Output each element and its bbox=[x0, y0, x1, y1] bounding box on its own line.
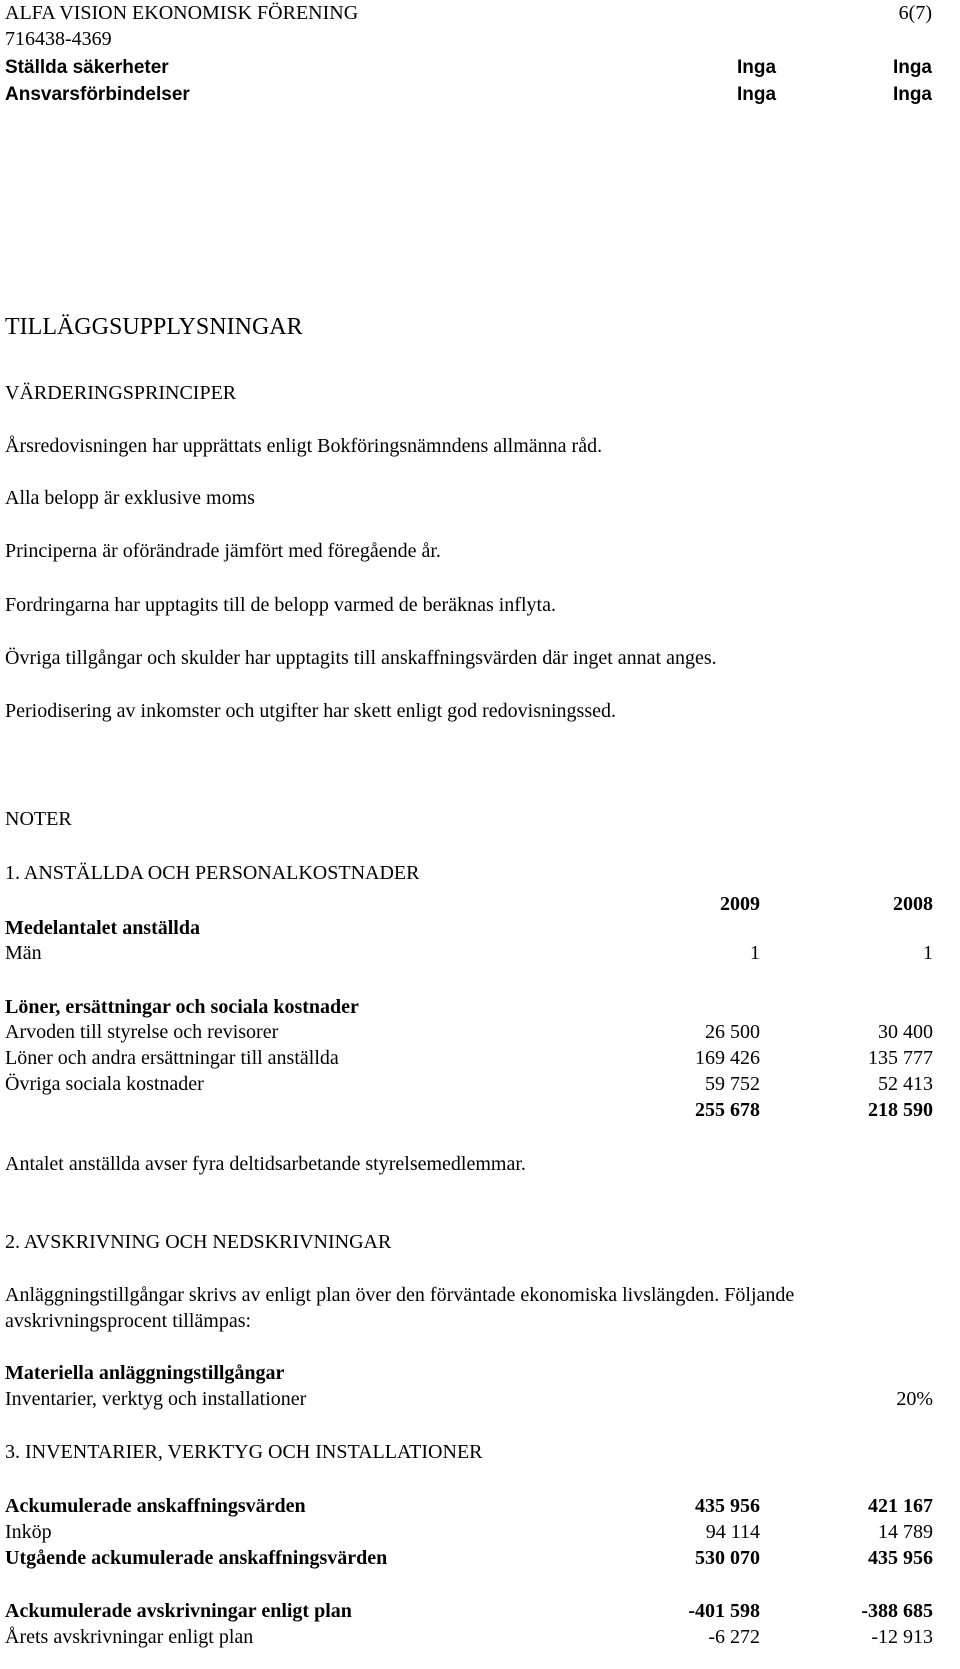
employees-remark: Antalet anställda avser fyra deltidsarbetande styrelsemedlemmar. bbox=[5, 1153, 526, 1175]
principle-line: Principerna är oförändrade jämfört med föregående år. bbox=[5, 540, 441, 562]
closing-acquisition-2008: 435 956 bbox=[868, 1547, 933, 1569]
pledged-assets-value-2009: Inga bbox=[737, 57, 777, 78]
pledged-assets-value-2008: Inga bbox=[892, 57, 932, 78]
principle-line: Övriga tillgångar och skulder har upptagits till anskaffningsvärden där inget annat anges. bbox=[5, 647, 717, 669]
equipment-label: Inventarier, verktyg och installationer bbox=[5, 1388, 307, 1410]
organization-number: 716438-4369 bbox=[5, 28, 112, 50]
supplementary-info-title: TILLÄGGSUPPLYSNINGAR bbox=[5, 314, 303, 340]
accumulated-depreciation-2008: -388 685 bbox=[861, 1600, 933, 1622]
contingent-liabilities-value-2009: Inga bbox=[737, 84, 777, 105]
cost-row-value-2009: 26 500 bbox=[705, 1021, 760, 1043]
column-year-2008: 2008 bbox=[893, 893, 933, 915]
depreciation-text-line2: avskrivningsprocent tillämpas: bbox=[5, 1310, 252, 1332]
accumulated-acquisition-2009: 435 956 bbox=[695, 1495, 760, 1517]
equipment-rate: 20% bbox=[896, 1388, 933, 1410]
cost-row-label: Löner och andra ersättningar till anställda bbox=[5, 1047, 339, 1069]
accumulated-acquisition-2008: 421 167 bbox=[868, 1495, 933, 1517]
organization-name: ALFA VISION EKONOMISK FÖRENING bbox=[5, 2, 359, 24]
page-number: 6(7) bbox=[898, 2, 932, 24]
cost-total-2008: 218 590 bbox=[868, 1099, 933, 1121]
tangible-assets-subtitle: Materiella anläggningstillgångar bbox=[5, 1362, 285, 1384]
men-value-2009: 1 bbox=[750, 942, 760, 964]
contingent-liabilities-value-2008: Inga bbox=[892, 84, 932, 105]
annual-depreciation-2008: -12 913 bbox=[871, 1626, 933, 1648]
principle-line: Fordringarna har upptagits till de belopp varmed de beräknas inflyta. bbox=[5, 594, 556, 616]
principle-line: Periodisering av inkomster och utgifter har skett enligt god redovisningssed. bbox=[5, 700, 616, 722]
purchases-label: Inköp bbox=[5, 1521, 52, 1543]
valuation-principles-title: VÄRDERINGSPRINCIPER bbox=[5, 382, 237, 404]
closing-acquisition-2009: 530 070 bbox=[695, 1547, 760, 1569]
accumulated-acquisition-label: Ackumulerade anskaffningsvärden bbox=[5, 1495, 306, 1517]
cost-total-2009: 255 678 bbox=[695, 1099, 760, 1121]
purchases-2008: 14 789 bbox=[878, 1521, 933, 1543]
accumulated-depreciation-2009: -401 598 bbox=[688, 1600, 760, 1622]
note3-title: 3. INVENTARIER, VERKTYG OCH INSTALLATIONER bbox=[5, 1441, 483, 1463]
men-value-2008: 1 bbox=[923, 942, 933, 964]
annual-depreciation-label: Årets avskrivningar enligt plan bbox=[5, 1626, 254, 1648]
column-year-2009: 2009 bbox=[720, 893, 760, 915]
note2-title: 2. AVSKRIVNING OCH NEDSKRIVNINGAR bbox=[5, 1231, 392, 1253]
cost-row-value-2008: 30 400 bbox=[878, 1021, 933, 1043]
principle-line: Alla belopp är exklusive moms bbox=[5, 487, 255, 509]
personnel-costs-title: Löner, ersättningar och sociala kostnader bbox=[5, 996, 359, 1018]
men-label: Män bbox=[5, 942, 42, 964]
contingent-liabilities-label: Ansvarsförbindelser bbox=[5, 84, 190, 105]
cost-row-value-2008: 52 413 bbox=[878, 1073, 933, 1095]
closing-acquisition-label: Utgående ackumulerade anskaffningsvärden bbox=[5, 1547, 388, 1569]
average-employees-label: Medelantalet anställda bbox=[5, 917, 200, 939]
note1-title: 1. ANSTÄLLDA OCH PERSONALKOSTNADER bbox=[5, 862, 420, 884]
principle-line: Årsredovisningen har upprättats enligt Bokföringsnämndens allmänna råd. bbox=[5, 435, 603, 457]
cost-row-value-2009: 59 752 bbox=[705, 1073, 760, 1095]
notes-title: NOTER bbox=[5, 808, 72, 830]
annual-depreciation-2009: -6 272 bbox=[708, 1626, 760, 1648]
accumulated-depreciation-label: Ackumulerade avskrivningar enligt plan bbox=[5, 1600, 352, 1622]
cost-row-value-2009: 169 426 bbox=[695, 1047, 760, 1069]
cost-row-value-2008: 135 777 bbox=[868, 1047, 933, 1069]
pledged-assets-label: Ställda säkerheter bbox=[5, 57, 169, 78]
depreciation-text-line1: Anläggningstillgångar skrivs av enligt plan över den förväntade ekonomiska livslängden. Följande bbox=[5, 1284, 795, 1306]
cost-row-label: Arvoden till styrelse och revisorer bbox=[5, 1021, 279, 1043]
purchases-2009: 94 114 bbox=[705, 1521, 760, 1543]
cost-row-label: Övriga sociala kostnader bbox=[5, 1073, 204, 1095]
